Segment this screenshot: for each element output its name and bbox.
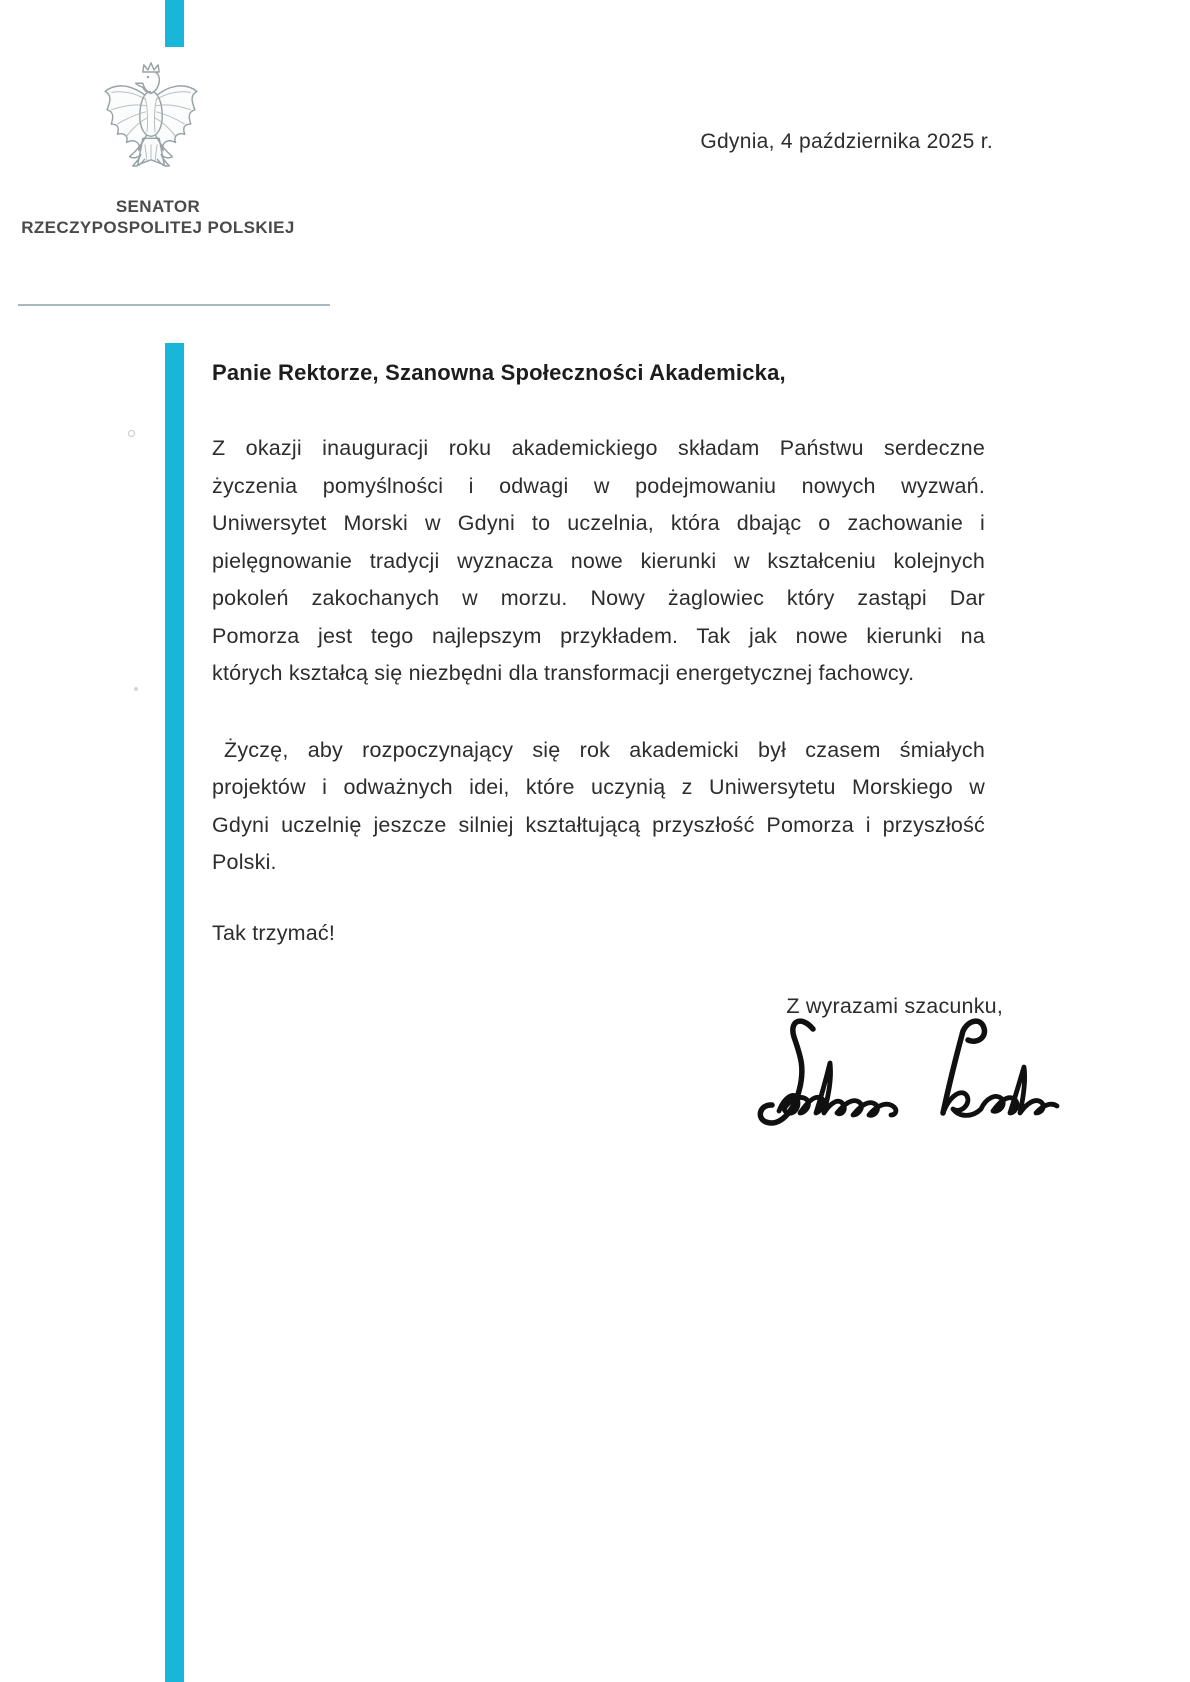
letter-date: Gdynia, 4 października 2025 r. (700, 130, 993, 153)
paragraph-line: Gdyni uczelnię jeszcze silniej kształtującą przyszłość Pomorza i przyszłość (212, 812, 985, 837)
salutation: Panie Rektorze, Szanowna Społeczności Akademicka, (212, 360, 786, 385)
handwritten-signature (735, 1005, 1065, 1155)
paragraph-1 (212, 430, 985, 693)
paragraph-line: Z okazji inauguracji roku akademickiego składam Państwu serdeczne (212, 436, 985, 460)
closing-exclamation: Tak trzymać! (212, 920, 336, 945)
scan-speck (128, 430, 135, 437)
letter-body (212, 360, 1003, 1026)
paragraph-line: Życzę, aby rozpoczynający się rok akademicki był czasem śmiałych (224, 737, 985, 762)
polish-eagle-icon (101, 60, 201, 182)
paragraph-line: pokoleń zakochanych w morzu. Nowy żaglowiec który zastąpi Dar (212, 586, 985, 610)
sender-block (8, 196, 308, 238)
paragraph-line: których kształcą się niezbędni dla transformacji energetycznej fachowcy. (212, 661, 915, 685)
paragraph-line: Pomorza jest tego najlepszym przykładem. Tak jak nowe kierunki na (212, 623, 985, 648)
accent-bar-top (165, 0, 184, 47)
paragraph-line: życzenia pomyślności i odwagi w podejmowaniu nowych wyzwań. (212, 473, 985, 498)
scan-speck (134, 687, 138, 691)
paragraph-line: pielęgnowanie tradycji wyznacza nowe kierunki w kształceniu kolejnych (212, 548, 985, 573)
paragraph-line: projektów i odważnych idei, które uczynią z Uniwersytetu Morskiego w (212, 775, 985, 799)
header-divider (18, 304, 330, 306)
paragraph-line: Uniwersytet Morski w Gdyni to uczelnia, która dbając o zachowanie i (212, 511, 985, 535)
paragraph-2 (212, 732, 985, 882)
valediction: Z wyrazami szacunku, (786, 994, 1003, 1018)
sender-title: SENATOR (115, 197, 201, 216)
sender-subtitle: RZECZYPOSPOLITEJ POLSKIEJ (21, 218, 295, 237)
paragraph-line: Polski. (212, 850, 277, 874)
accent-bar-left (165, 343, 184, 1682)
